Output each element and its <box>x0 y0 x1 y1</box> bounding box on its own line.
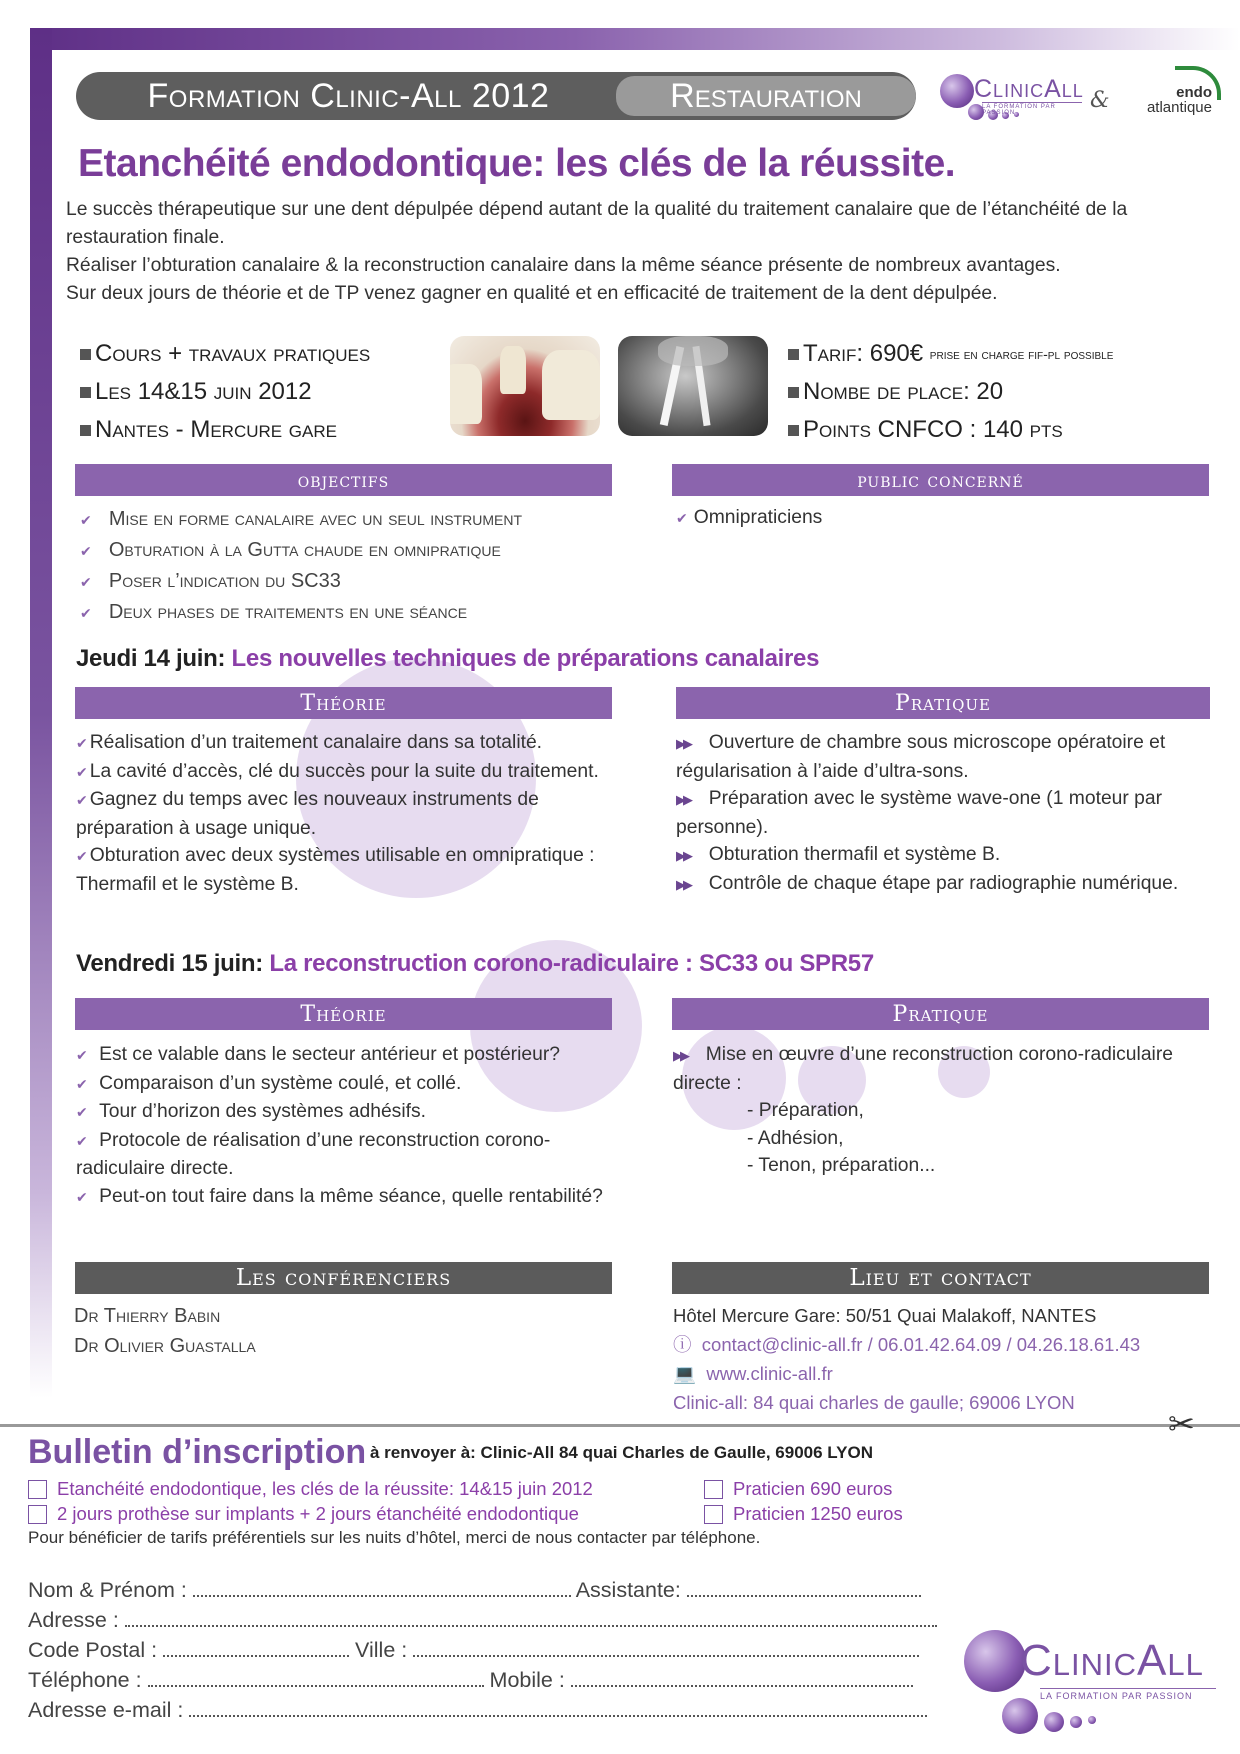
field-label: Ville : <box>355 1638 408 1662</box>
category-tab: Restauration <box>616 76 916 116</box>
day1-pratique-heading: Pratique <box>676 687 1210 719</box>
double-arrow-icon: ▶▶ <box>676 792 690 807</box>
nom-field[interactable] <box>193 1595 571 1597</box>
sub-item: - Adhésion, <box>747 1127 844 1149</box>
list-item: ✔ Mise en forme canalaire avec un seul instrument <box>80 508 522 530</box>
option-1[interactable]: Etanchéité endodontique, les clés de la réussite: 14&15 juin 2012 <box>28 1478 593 1500</box>
contact-line[interactable]: ⓘ contact@clinic-all.fr / 06.01.42.64.09 / 04.26.18.61.43 <box>673 1334 1141 1355</box>
form-row <box>28 1668 913 1693</box>
conferenciers-heading: Les conférenciers <box>75 1262 612 1294</box>
check-icon: ✔ <box>76 1132 88 1149</box>
public-heading: public concerné <box>672 464 1209 496</box>
list-item: ✔ Deux phases de traitements en une séance <box>80 601 468 623</box>
fact-item: Les 14&15 juin 2012 <box>80 373 370 411</box>
assistante-field[interactable] <box>687 1595 921 1597</box>
check-icon: ✔ <box>80 605 92 621</box>
logo-tagline: LA FORMATION PAR PASSION <box>1040 1688 1216 1701</box>
speaker-name: Dr Thierry Babin <box>74 1305 221 1327</box>
sub-item: - Préparation, <box>747 1100 864 1121</box>
scissors-icon: ✂ <box>1168 1406 1195 1442</box>
list-item: ▶▶ Obturation thermafil et système B. <box>676 844 1001 865</box>
speaker-name: Dr Olivier Guastalla <box>74 1335 256 1357</box>
field-label: Téléphone : <box>28 1668 142 1692</box>
formation-title: Formation Clinic-All 2012 <box>147 76 550 115</box>
square-bullet-icon <box>80 349 91 360</box>
sub-item: - Tenon, préparation... <box>747 1155 936 1176</box>
lieu-block <box>673 1301 1140 1417</box>
endo-atlantique-logo <box>1132 76 1212 120</box>
list-item: ✔ Tour d’horizon des systèmes adhésifs. <box>76 1101 426 1122</box>
cut-line <box>0 1424 1240 1427</box>
day2-theorie-list <box>76 1041 636 1211</box>
fact-item: Points CNFCO : 140 pts <box>788 411 1113 449</box>
price-2[interactable]: Praticien 1250 euros <box>704 1503 903 1525</box>
list-item: ✔ Protocole de réalisation d’une reconstruction corono-radiculaire directe. <box>76 1129 551 1179</box>
list-item: ▶▶ Préparation avec le système wave-one (1 moteur par personne). <box>676 788 1163 838</box>
check-icon: ✔ <box>76 763 88 780</box>
venue-address: Hôtel Mercure Gare: 50/51 Quai Malakoff, NANTES <box>673 1305 1097 1326</box>
logo-sphere-icon <box>1088 1716 1096 1724</box>
fact-item: Cours + travaux pratiques <box>80 335 370 373</box>
double-arrow-icon: ▶▶ <box>673 1048 687 1063</box>
facts-left <box>80 335 370 449</box>
check-icon: ✔ <box>76 1104 88 1120</box>
check-icon: ✔ <box>80 543 92 559</box>
check-icon: ✔ <box>676 510 688 526</box>
lieu-heading: Lieu et contact <box>672 1262 1209 1294</box>
checkbox[interactable] <box>28 1480 47 1499</box>
list-item: ✔ Gagnez du temps avec les nouveaux instruments de préparation à usage unique. <box>76 789 539 839</box>
intro-paragraph: Réaliser l’obturation canalaire & la reconstruction canalaire dans la même séance présente de nombreux avantages. <box>66 255 1061 276</box>
list-item: ✔ Obturation avec deux systèmes utilisable en omnipratique : Thermafil et le système B. <box>76 845 595 895</box>
list-item: ✔ Réalisation d’un traitement canalaire dans sa totalité. <box>76 732 543 753</box>
objectifs-list <box>80 504 522 628</box>
list-item: ▶▶ Contrôle de chaque étape par radiographie numérique. <box>676 872 1179 894</box>
square-bullet-icon <box>80 387 91 398</box>
fact-item: Nombe de place: 20 <box>788 373 1113 411</box>
list-item: ✔ Omnipraticiens <box>676 507 823 528</box>
list-item: ✔ Comparaison d’un système coulé, et collé. <box>76 1072 462 1094</box>
logo-sphere-icon <box>1070 1716 1082 1728</box>
day2-theorie-heading: Théorie <box>75 998 612 1030</box>
list-item: ▶▶ Mise en œuvre d’une reconstruction corono-radiculaire directe : <box>673 1044 1173 1094</box>
clinicall-logo-footer <box>960 1628 1220 1743</box>
logo-wordmark: ClinicAll <box>974 75 1084 103</box>
logo-sphere-icon <box>940 74 974 108</box>
field-label: Adresse : <box>28 1608 119 1632</box>
website-link[interactable]: 💻 www.clinic-all.fr <box>673 1363 833 1384</box>
form-row <box>28 1578 921 1603</box>
double-arrow-icon: ▶▶ <box>676 736 690 751</box>
bulletin-title: Bulletin d’inscription <box>28 1433 367 1471</box>
check-icon: ✔ <box>76 1188 88 1205</box>
email-field[interactable] <box>189 1715 927 1717</box>
fact-item: Tarif: 690€ prise en charge fif-pl possible <box>788 335 1113 373</box>
logo-sphere-icon <box>964 1630 1026 1692</box>
check-icon: ✔ <box>76 1047 88 1063</box>
field-label: Code Postal : <box>28 1638 158 1662</box>
ville-field[interactable] <box>413 1655 919 1657</box>
day1-theorie-heading: Théorie <box>75 687 612 719</box>
intro-text <box>66 196 1226 308</box>
office-address: Clinic-all: 84 quai charles de gaulle; 69006 LYON <box>673 1392 1075 1413</box>
list-item: ✔ La cavité d’accès, clé du succès pour la suite du traitement. <box>76 760 599 782</box>
hotel-note: Pour bénéficier de tarifs préférentiels sur les nuits d’hôtel, merci de nous contacter par téléphone. <box>28 1528 761 1547</box>
double-arrow-icon: ▶▶ <box>676 848 690 863</box>
option-2[interactable]: 2 jours prothèse sur implants + 2 jours étanchéité endodontique <box>28 1503 579 1525</box>
checkbox[interactable] <box>704 1505 723 1524</box>
day2-heading: Vendredi 15 juin: La reconstruction corono-radiculaire : SC33 ou SPR57 <box>76 950 874 977</box>
fact-item: Nantes - Mercure gare <box>80 411 370 449</box>
field-label: Mobile : <box>489 1668 565 1692</box>
day1-pratique-list <box>676 729 1206 898</box>
check-icon: ✔ <box>76 735 88 751</box>
square-bullet-icon <box>80 425 91 436</box>
return-address: à renvoyer à: Clinic-All 84 quai Charles de Gaulle, 69006 LYON <box>370 1443 873 1462</box>
intro-paragraph: Le succès thérapeutique sur une dent dépulpée dépend autant de la qualité du traitement canalaire que de l’étanchéité de la restauration finale. <box>66 199 1128 248</box>
list-item: ✔ Est ce valable dans le secteur antérieur et postérieur? <box>76 1044 560 1065</box>
telephone-field[interactable] <box>148 1685 484 1687</box>
logo-wordmark: ClinicAll <box>1020 1636 1204 1685</box>
list-item: ▶▶ Ouverture de chambre sous microscope opératoire et régularisation à l’aide d’ultra-sons. <box>676 732 1166 782</box>
day2-pratique-list <box>673 1041 1203 1180</box>
price-1[interactable]: Praticien 690 euros <box>704 1478 892 1500</box>
checkbox[interactable] <box>28 1505 47 1524</box>
clinicall-logo <box>938 72 1088 132</box>
adresse-field[interactable] <box>125 1625 937 1627</box>
field-label: Nom & Prénom : <box>28 1578 187 1602</box>
logo-tagline: LA FORMATION PAR PASSION <box>982 102 1082 116</box>
list-item: ✔ Peut-on tout faire dans la même séance, quelle rentabilité? <box>76 1185 603 1207</box>
public-list <box>676 504 822 533</box>
page-title: Etanchéité endodontique: les clés de la réussite. <box>78 142 956 185</box>
check-icon: ✔ <box>76 792 88 808</box>
top-gradient-bar <box>30 28 1240 50</box>
mobile-field[interactable] <box>571 1685 913 1687</box>
double-arrow-icon: ▶▶ <box>676 876 690 892</box>
square-bullet-icon <box>788 387 799 398</box>
tooth-photo <box>450 336 600 436</box>
day1-heading: Jeudi 14 juin: Les nouvelles techniques de préparations canalaires <box>76 645 820 672</box>
checkbox[interactable] <box>704 1480 723 1499</box>
check-icon: ✔ <box>80 512 92 528</box>
intro-paragraph: Sur deux jours de théorie et de TP venez gagner en qualité et en efficacité de traitement de la dent dépulpée. <box>66 283 998 304</box>
square-bullet-icon <box>788 425 799 436</box>
day1-theorie-list <box>76 729 632 898</box>
list-item: ✔ Obturation à la Gutta chaude en omnipratique <box>80 539 501 561</box>
facts-right <box>788 335 1113 449</box>
cp-field[interactable] <box>163 1655 349 1657</box>
computer-icon: 💻 <box>673 1363 697 1384</box>
form-row <box>28 1698 927 1723</box>
endo-word: endo <box>1176 84 1212 101</box>
xray-photo <box>618 336 768 436</box>
check-icon: ✔ <box>80 574 92 590</box>
conferenciers-list <box>74 1301 256 1361</box>
field-label: Adresse e-mail : <box>28 1698 184 1722</box>
field-label: Assistante: <box>575 1578 681 1602</box>
day2-pratique-heading: Pratique <box>672 998 1209 1030</box>
check-icon: ✔ <box>76 1075 88 1092</box>
form-row <box>28 1638 919 1663</box>
check-icon: ✔ <box>76 848 88 864</box>
ampersand: & <box>1090 88 1110 113</box>
left-gradient-bar <box>30 28 52 1398</box>
form-row <box>28 1608 937 1633</box>
objectifs-heading: objectifs <box>75 464 612 496</box>
square-bullet-icon <box>788 349 799 360</box>
logo-sphere-icon <box>1002 1698 1038 1734</box>
list-item: ✔ Poser l’indication du SC33 <box>80 570 341 592</box>
logo-sphere-icon <box>1044 1712 1064 1732</box>
info-icon: ⓘ <box>673 1334 692 1355</box>
atlantique-word: atlantique <box>1146 99 1212 116</box>
